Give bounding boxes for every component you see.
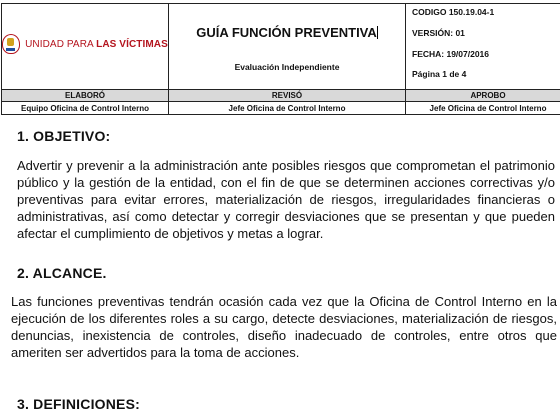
text-cursor [377, 26, 378, 39]
document-date: FECHA: 19/07/2016 [412, 49, 490, 59]
logo-text: UNIDAD PARA LAS VÍCTIMAS [25, 38, 168, 50]
section-heading-objetivo: 1. OBJETIVO: [17, 128, 111, 144]
role-elaboro: ELABORÓ [2, 90, 169, 102]
person-aprobo: Jefe Oficina de Control Interno [406, 102, 560, 115]
page-number: Página 1 de 4 [412, 69, 467, 79]
section-body-objetivo: Advertir y prevenir a la administración ante posibles riesgos que comprometan el patrimonio público y la gestión de la entidad, con el fin de que se determinen acciones correctivas y/o preventivas para evitar errores, materialización de riesgos, irregularidades financieras o administrativas, así como detectar y corregir desviaciones que se presentan y que pueden afectar el cumplimiento de objetivos y metas a lograr. [17, 158, 555, 241]
coat-of-arms-icon [2, 34, 20, 54]
section-heading-definiciones: 3. DEFINICIONES: [17, 396, 140, 412]
title-cell [169, 4, 406, 90]
person-elaboro: Equipo Oficina de Control Interno [2, 102, 169, 115]
unidad-victimas-logo [2, 34, 168, 54]
document-code: CODIGO 150.19.04-1 [412, 7, 495, 17]
role-reviso: REVISÓ [169, 90, 406, 102]
document-header [1, 3, 560, 115]
section-body-alcance: Las funciones preventivas tendrán ocasión cada vez que la Oficina de Control Interno en la ejecución de los diferentes roles a su cargo, detecte desviaciones, materialización de riesgos, denuncias, inexistencia de controles, diseño inadecuado de controles, entre otros que ameriten ser advertidos para la toma de acciones. [11, 294, 557, 360]
logo-cell [2, 4, 169, 90]
section-heading-alcance: 2. ALCANCE. [17, 265, 107, 281]
document-subtitle: Evaluación Independiente [234, 62, 340, 72]
document-title[interactable]: GUÍA FUNCIÓN PREVENTIVA [196, 25, 377, 40]
person-reviso: Jefe Oficina de Control Interno [169, 102, 406, 115]
document-meta [406, 4, 560, 90]
document-version: VERSIÓN: 01 [412, 28, 465, 38]
role-aprobo: APROBO [406, 90, 560, 102]
